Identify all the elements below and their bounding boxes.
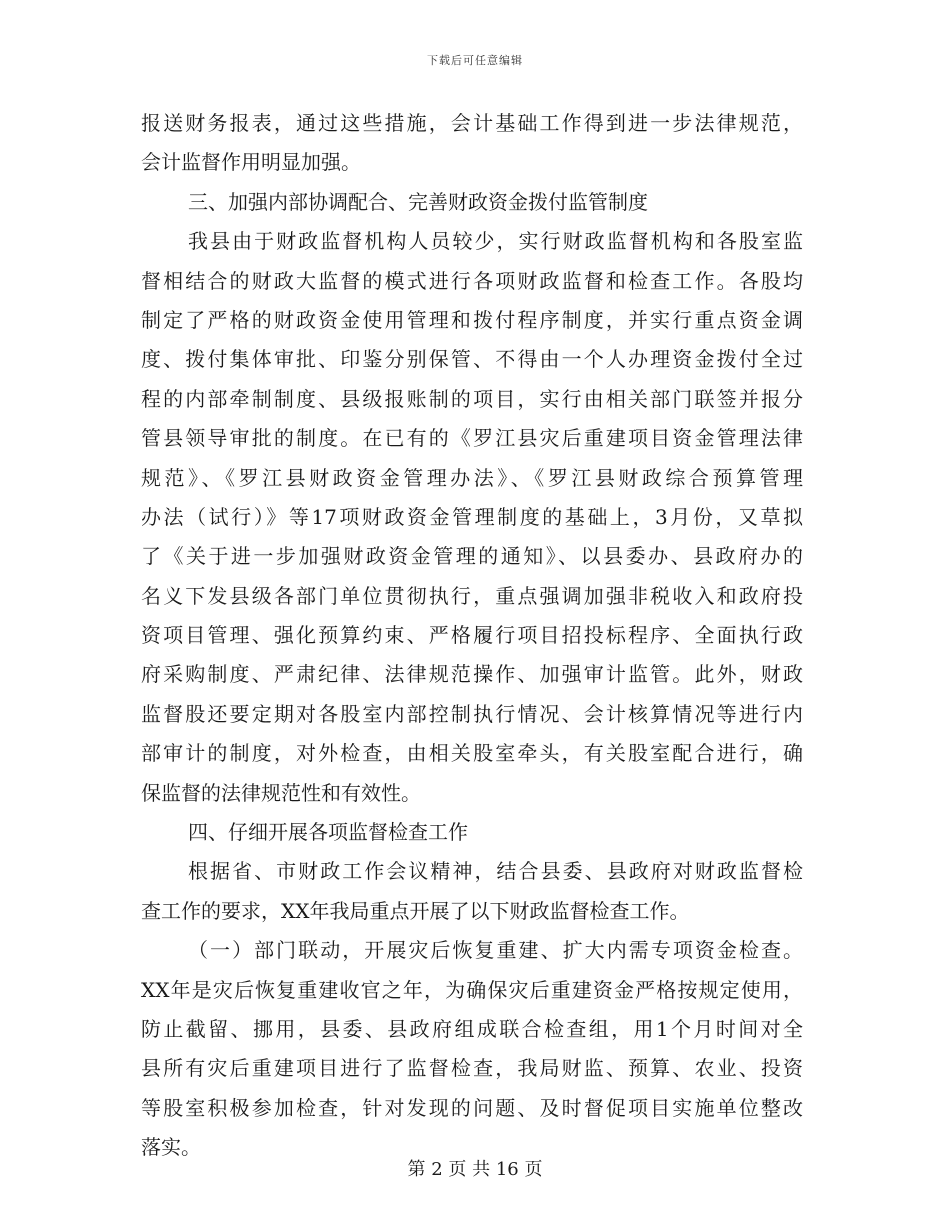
text-line: XX年是灾后恢复重建收官之年，为确保灾后重建资金严格按规定使用， (141, 977, 803, 1002)
text-line: 制定了严格的财政资金使用管理和拨付程序制度，并实行重点资金调 (141, 307, 803, 332)
section-heading: 三、加强内部协调配合、完善财政资金拨付监管制度 (188, 189, 648, 214)
text-line: 等股室积极参加检查，针对发现的问题、及时督促项目实施单位整改 (141, 1095, 803, 1120)
text-line: 县所有灾后重建项目进行了监督检查，我局财监、预算、农业、投资 (141, 1056, 803, 1081)
text-line: 部审计的制度，对外检查，由相关股室牵头，有关股室配合进行，确 (141, 741, 803, 766)
subsection-heading: （一）部门联动，开展灾后恢复重建、扩大内需专项资金检查。 (188, 938, 803, 963)
text-line: 府采购制度、严肃纪律、法律规范操作、加强审计监管。此外，财政 (141, 662, 803, 687)
text-line: 根据省、市财政工作会议精神，结合县委、县政府对财政监督检 (188, 859, 803, 884)
text-line: 名义下发县级各部门单位贯彻执行，重点强调加强非税收入和政府投 (141, 583, 803, 608)
text-line: 办法（试行）》等17项财政资金管理制度的基础上，3月份，又草拟 (141, 504, 803, 529)
text-line: 度、拨付集体审批、印鉴分别保管、不得由一个人办理资金拨付全过 (141, 347, 803, 372)
text-line: 会计监督作用明显加强。 (141, 150, 361, 175)
text-line: 防止截留、挪用，县委、县政府组成联合检查组，用1个月时间对全 (141, 1016, 803, 1041)
page-header: 下载后可任意编辑 (427, 54, 523, 67)
text-line: 监督股还要定期对各股室内部控制执行情况、会计核算情况等进行内 (141, 701, 803, 726)
document-body (141, 104, 803, 1168)
text-line: 规范》、《罗江县财政资金管理办法》、《罗江县财政综合预算管理 (141, 465, 803, 490)
text-line: 资项目管理、强化预算约束、严格履行项目招投标程序、全面执行政 (141, 623, 803, 648)
section-heading: 四、仔细开展各项监督检查工作 (188, 820, 468, 845)
text-line: 落实。 (141, 1135, 201, 1160)
text-line: 管县领导审批的制度。在已有的《罗江县灾后重建项目资金管理法律 (141, 426, 803, 451)
text-line: 查工作的要求，XX年我局重点开展了以下财政监督检查工作。 (141, 898, 690, 923)
text-line: 保监督的法律规范性和有效性。 (141, 780, 421, 805)
text-line: 我县由于财政监督机构人员较少，实行财政监督机构和各股室监 (188, 229, 803, 254)
text-line: 报送财务报表，通过这些措施，会计基础工作得到进一步法律规范， (141, 111, 803, 135)
text-line: 督相结合的财政大监督的模式进行各项财政监督和检查工作。各股均 (141, 268, 803, 293)
text-line: 了《关于进一步加强财政资金管理的通知》、以县委办、县政府办的 (141, 544, 803, 569)
page-number: 第 2 页 共 16 页 (407, 1159, 543, 1180)
text-line: 程的内部牵制制度、县级报账制的项目，实行由相关部门联签并报分 (141, 386, 803, 411)
